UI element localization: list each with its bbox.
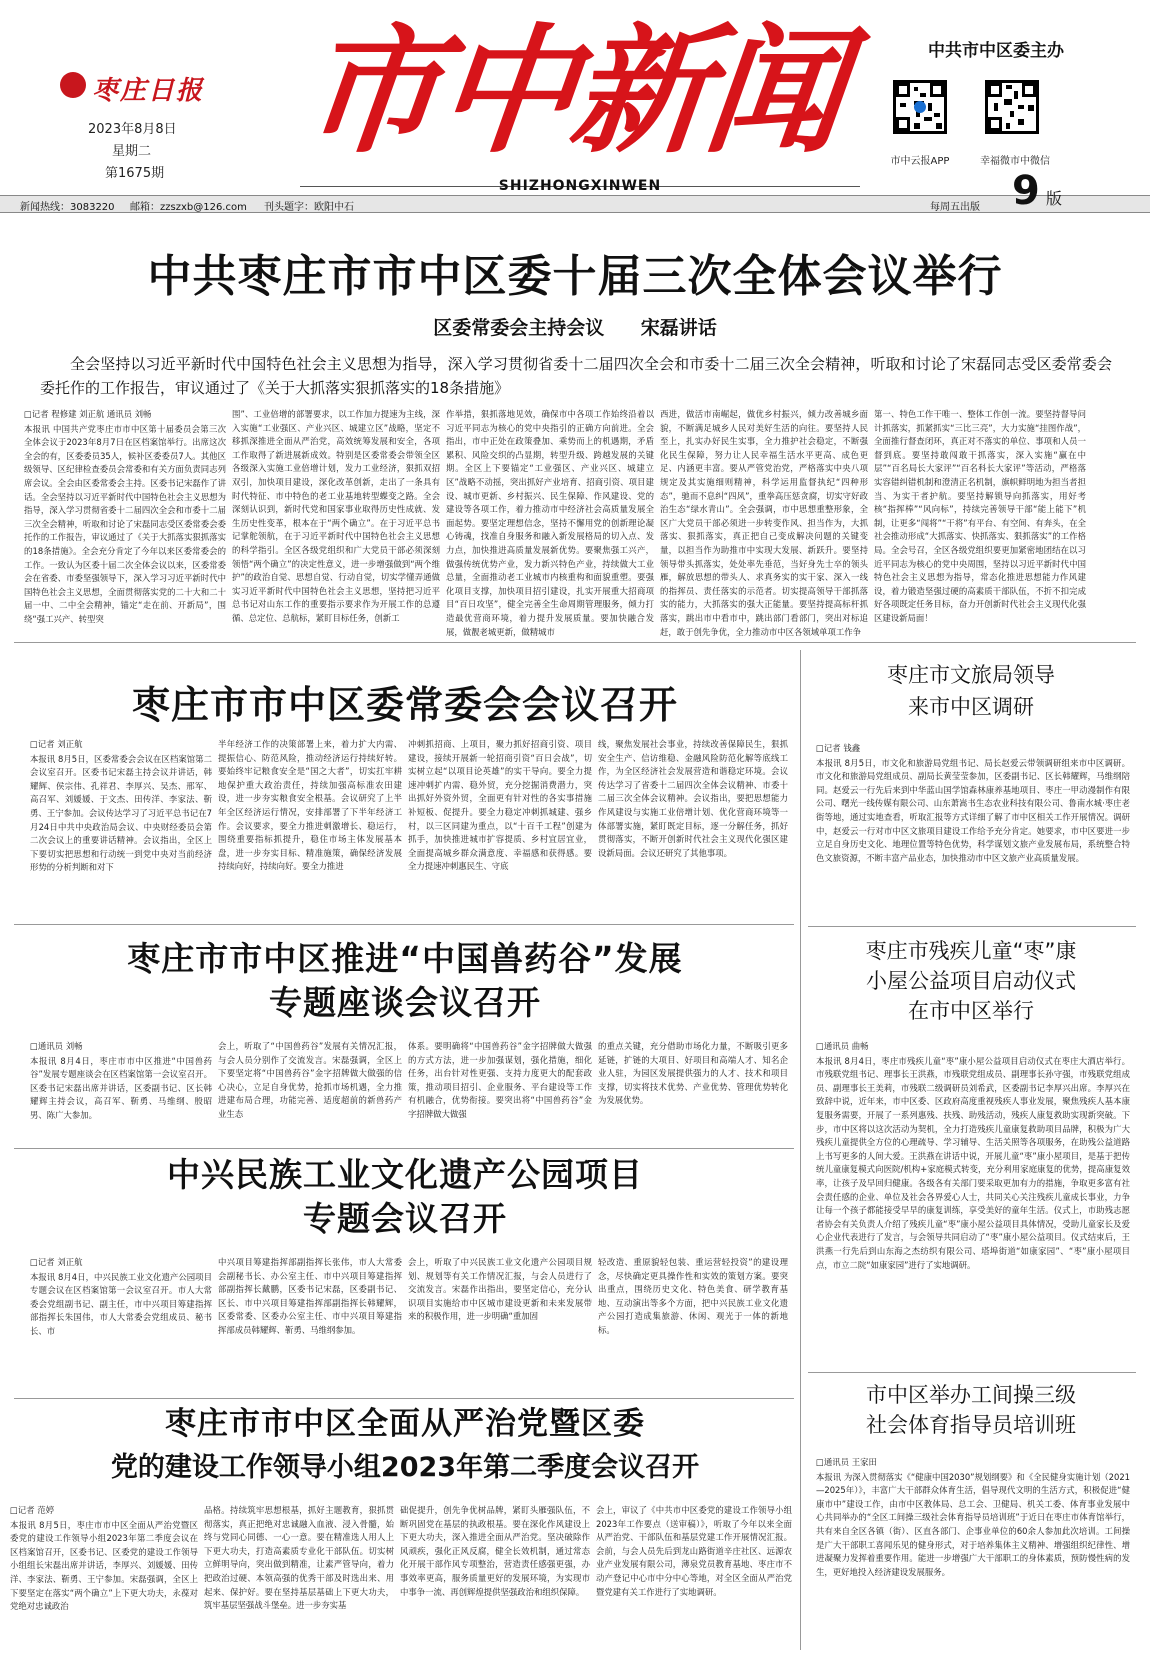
newspaper-title: 市中新闻 [295,9,849,172]
standing-committee-text-2: 半年经济工作的决策部署上来，着力扩大内需、提振信心、防范风险，推动经济运行持续好转。要始终牢记粮食安全是“国之大者”，切实扛牢耕地保护重大政治责任，持续加强高标准农田建设，进一步夯实粮食安全根基。会议研究了上半年全区经济运行情况，安排部署了下半年经济工作。会议要求，要全力推进刺激增长、稳运行，围绕重要指标抓提升，稳住市场主体发展基本盘，进一步夯实目标、精准施策，确保经济发展持续向好，持续向好。要全力推进 [218,739,402,872]
veterinary-valley-byline: □通讯员 刘畅 [30,1041,83,1051]
party-discipline-col-2 [204,1504,394,1654]
heritage-park-text-3: 会上，听取了中兴民族工业文化遗产公园项目规划、规划等有关工作情况汇报，与会人员进行了交流发言。宋磊作出指出，要坚定信心，充分认识项目实施给市中区城市建设更新和未来发展带来的积极作用，进一步明确“重加固 [408,1257,592,1322]
divider [14,1398,794,1399]
lead-article-col-5 [874,408,1086,630]
lead-article-col-3 [446,408,654,637]
tourism-visit-byline: □记者 钱鑫 [816,743,861,753]
party-discipline-text-3: 础促提升，创先争优树品牌，紧盯头雁强队伍，不断巩固党在基层的执政根基。要在深化作风建设上下更大功夫，深入推进全面从严治党。坚决破除作风顽疾，强化正风反腐，健全长效机制，通过常态化开展干部作风专项整治，营造责任感强更强，办事效率更高，服务质量更好的发展环境，为实现市中事争一流、再创辉煌提供坚强政治和组织保障。 [400,1505,590,1597]
veterinary-valley-col-4 [598,1040,788,1144]
fitness-training-byline: □通讯员 王家田 [816,1457,877,1467]
section-divider [14,642,1136,643]
lead-article-text-5: 第一、特色工作干唯一、整体工作创一流。要坚持督导问计抓落实，抓紧抓实“三比三亮”，大力实施“挂图作战”，全面推行督查闭环，真正对不落实的单位、事项和人员一督到底。要坚持敢闯敢干抓落实，深入实施“赢在中层”“百名局长大家评”“百名科长大家评”等活动，严格落实容错纠错机制和澄清正名机制，旗帜鲜明地为担当者担当、为实干者护航。要坚持解锁导向抓落实，用好考核“指挥棒”“风向标”，持续完善领导干部“能上能下”机制，让更多“闯将”“干将”有平台、有空间、有奔头，在全社会推动形成“大抓落实、快抓落实、狠抓落实”的工作格局。全会号召，全区各级党组织要更加紧密地团结在以习近平同志为核心的党中央周围，坚持以习近平新时代中国特色社会主义思想为指导，常态化推进思想能力作风建设，着力锻造坚强过硬的高素质干部队伍，不折不扣完成好各项既定任务目标，奋力开创新时代社会主义现代化强区建设新局面！ [874,409,1086,623]
veterinary-valley-headline-2: 专题座谈会议召开 [269,983,541,1022]
lead-article-col-2 [232,408,440,630]
divider [14,1148,794,1149]
standing-committee-text-1: 本报讯 8月5日，区委常委会会议在区档案馆第二会议室召开。区委书记宋磊主持会议并讲话，韩耀辉、侯宗伟、孔祥君、李厚兴、吴杰、邢军、高召军、刘媛媛、于文杰、田传洋、李家法、靳勇、王宁参加。会议传达学习了习近平总书记在7月24日中共中央政治局会议、中央财经委员会第二次会议上的重要讲话精神。会议指出，全区上下要切实把思想和行动统一到党中央对当前经济形势的分析判断和对下 [30,753,212,873]
heritage-park-col-3 [408,1256,592,1342]
lead-article-text-1: 本报讯 中国共产党枣庄市市中区第十届委员会第三次全体会议于2023年8月7日在区档案馆举行。出席这次全会的有，区委委员35人，候补区委委员7人。其他区级领导、区纪律检查委员会常委和有关方面负责同志列席会议。全会由区委常委会主持。区委书记宋磊作了讲话。全会坚持以习近平新时代中国特色社会主义思想为指导，深入学习贯彻省委十二届四次全会和市委十二届三次全会精神，听取和讨论了宋磊同志受区委常委会委托作的工作报告，审议通过了《关于大抓落实狠抓落实的18条措施》。全会充分肯定了今年以来区委常委会的工作。一致认为区委十届二次全体会议以来，区委常委会在省委、市委坚强领导下，深入学习习近平新时代中国特色社会主义思想，全面贯彻落实党的二十大和二十届一中、二中全会精神，锚定“走在前、开新局”，围绕“强工兴产、转型突 [24,423,226,624]
child-rehab-text: 本报讯 8月4日，枣庄市残疾儿童“枣”康小屋公益项目启动仪式在枣庄大酒店举行。市残联党组书记、理事长王洪燕，市残联党组成员、副理事长孙守强，市残联党组成员、副理事长王美莉，市残联二级调研员刘希武，区委副书记李厚兴出席。李厚兴在致辞中说，近年来，市中区委、区政府高度重视残疾人事业发展，聚焦残疾人基本康复服务需要，开展了一系列惠残、扶残、助残活动，残疾人康复救助实现新突破。下步，市中区将以这次活动为契机，全力打造残疾儿童康复救助项目品牌，积极为广大残疾儿童提供全方位的心理疏导、学习辅导、生活关照等各项服务，在助残公益道路上书写更多的人间大爱。王洪燕在讲话中说，开展儿童“枣”康小屋项目，是基于把传统儿童康复模式向医院/机构+家庭模式转变，充分利用家庭康复的优势，提高康复效率，让孩子及早回归健康。各级各有关部门要采取更加有力的措施，争取更多富有社会责任感的企业、单位及社会各界爱心人士，共同关心关注残疾儿童成长事业，力争让每一个孩子都能接受早早的康复训练，享受美好的童年生活。仪式上，市助残志愿者协会有关负责人介绍了残疾儿童“枣”康小屋公益项目具体情况，受助儿童家长及爱心企业代表进行了发言，与会领导共同启动了“枣”康小屋公益项目。仪式结束后，王洪燕一行先后到山东海之杰纺织有限公司、塔埠街道“如康家园”、“枣”康小屋项目点，市立二院“如康家园”进行了实地调研。 [816,1055,1130,1270]
lead-article-text-4: 西进，做活市南崛起，做优乡村振兴，倾力改善城乡面貌，不断满足城乡人民对美好生活的向往。要坚持人民至上，扎实办好民生实事，全力推护社会稳定，不断强化民生保障，努力让人民幸福生活水平更高、成色更足、内涵更丰富。要从严管党治党，严格落实中央八项规定及其实施细则精神，科学运用监督执纪“四种形态”，驰而不息纠“四风”，重拳高压惩贪腐，切实守好政治生态“绿水青山”。全会强调，市中思想重整形象，全区广大党员干部必须进一步转变作风、担当作为，大抓落实、狠抓落实，真正把自己变成解决问题的关键变量，以担当作为助推市中实现大发展、新跃升。要坚持领导带头抓落实，处处率先垂范，当好身先士卒的领头雁，解放思想的带头人、求真务实的实干家、深入一线的指挥员、责任落实的示范者。切实提高领导干部抓落实的能力，大抓落实的强大正能量。要坚持提高标杆抓落实，跳出市中看市中，跳出部门看部门，突出对标追赶，敢于创先争优，全力推动市中区各领域单项工作争 [660,409,868,637]
veterinary-valley-col-1 [30,1040,212,1144]
wechat-qr-code [985,80,1039,134]
veterinary-valley-text-3: 体系。要明确将“中国兽药谷”金字招牌做大做强的方式方法，进一步加强谋划，强化措施，细化任务，出台针对性更强、支持力度更大的配套政策，推动项目招引、企业服务、平台建设等工作有机融合，优势衔接。要突出将“中国兽药谷”金字招牌做大做强 [408,1041,592,1119]
contact-email: 邮箱：zzszxb@126.com [130,202,247,213]
divider [808,1372,1136,1373]
issue-date: 2023年8月8日 [88,122,177,137]
veterinary-valley-col-3 [408,1040,592,1144]
issue-number: 第1675期 [105,166,165,181]
partner-logo-block [18,66,258,106]
veterinary-valley-col-2 [218,1040,402,1144]
heritage-park-headline-2: 专题会议召开 [303,1199,507,1238]
child-rehab-body [816,1040,1130,1334]
lead-article-subtitle: 区委常委会主持会议 宋磊讲话 [433,317,717,339]
party-discipline-text-4: 会上，审议了《中共市中区委党的建设工作领导小组2023年工作要点（送审稿）》，听取了今年以来全面从严治党、干部队伍和基层党建工作开展情况汇报。会前，与会人员先后到龙山路街道辛庄社区、远源农业产业发展有限公司，薄泉党员教育基地、枣庄市不动产登记中心市中分中心等地，对全区全面从严治党暨党建有关工作进行了实地调研。 [596,1505,792,1597]
party-discipline-byline: □记者 范婷 [10,1505,55,1515]
sponsor-text: 中共市中区委主办 [928,41,1064,61]
heritage-park-text-1: 本报讯 8月4日，中兴民族工业文化遗产公园项目专题会议在区档案馆第一会议室召开。市人大常委会党组副书记、副主任，市中兴项目筹建指挥部指挥长朱国伟，市人大常委会党组成员、秘书长、市 [30,1271,212,1336]
party-discipline-headline-1: 枣庄市市中区全面从严治党暨区委 [165,1406,645,1442]
lead-article-summary: 全会坚持以习近平新时代中国特色社会主义思想为指导，深入学习贯彻省委十二届四次全会和市委十二届三次全会精神，听取和讨论了宋磊同志受区委常委会委托作的工作报告，审议通过了《关于大抓落实狠抓落实的18条措施》 [40,355,1112,397]
title-inscription: 刊头题字：欧阳中石 [264,202,354,213]
app-qr-caption: 市中云报APP [890,156,950,167]
sidebar-divider [800,650,801,1650]
page-unit: 版 [1046,189,1063,208]
child-rehab-headline-2: 小屋公益项目启动仪式 [866,969,1076,993]
veterinary-valley-headline-1: 枣庄市市中区推进“中国兽药谷”发展 [127,939,683,978]
newspaper-pinyin: SHIZHONGXINWEN [498,178,662,194]
child-rehab-byline: □通讯员 曲畅 [816,1041,869,1051]
standing-committee-col-4 [598,738,788,918]
divider [808,926,1136,927]
standing-committee-byline: □记者 刘正航 [30,739,83,749]
publish-frequency: 每周五出版 [930,202,980,213]
daily-logo-icon [60,72,86,98]
standing-committee-text-3: 冲刺抓招商、上项目，聚力抓好招商引资、项目建设，接续开展新一轮招商引资“百日会战”，切实树立起“以项目论英雄”的实干导向。要全力提速冲刺扩内需、稳外贸，充分挖掘消费潜力，突出抓好外资外贸，全面更有针对性的各实事措施补短板、促提升。要全力稳定冲刺抓城建、强乡村，以三区同建为重点，以“十百千工程”创建为抓手，加快推进城市扩容提质、乡村宜居宜业，全面提高城乡群众满意度、幸福感和获得感。要全力提速冲刺惠民生、守底 [408,739,592,872]
party-discipline-text-2: 品格。持续筑牢思想根基，抓好主题教育，狠抓贯彻落实，真正把绝对忠诚融入血液、浸入骨髓，始终与党同心同德、一心一意。要在精准选人用人上下更大功夫，打造高素质专业化干部队伍。切实树立鲜明导向，突出做到精准，让素严管导向，着力把政治过硬、本领高强的优秀干部及时选出来、用起来、保护好。要在坚持基层基础上下更大功夫，筑牢基层坚强战斗堡垒。进一步夯实基 [204,1505,394,1611]
lead-article-text-3: 作举措，狠抓落地见效，确保市中各项工作始终沿着以习近平同志为核心的党中央指引的正确方向前进。全会指出，市中正处在政策叠加、乘势而上的机遇期，矛盾累积、风险交织的凸显期，转型升级、跨越发展的关键期。全区上下要锚定“工业强区、产业兴区、城建立区”战略不动摇，突出抓好产业培育、招商引资、项目建设、城市更新、乡村振兴、民生保障、作风建设、党的建设等各项工作，着力推动市中经济社会高质量发展全面起势。要坚定理想信念，坚持不懈用党的创新理论凝心铸魂，找准自身服务和融入新发展格局的切入点、发力点，加快推进高质量发展新优势。要聚焦强工兴产，做强传统优势产业，发力新兴特色产业，持续做大工业总量，全面推动老工业城市内核重构和面貌重塑。要强化项目支撑，加快项目招引建设，扎实开展重大招商项目“百日攻坚”，健全完善全生命周期管理服务，倾力打造最优营商环境，着力提升发展质量。要加快融合发展，做靓老城更新，做精城市 [446,409,654,637]
fitness-training-text: 本报讯 为深入贯彻落实《“健康中国2030”规划纲要》和《全民健身实施计划（2021—2025年）》，丰富广大干部群众体育生活，倡导现代文明的生活方式，积极促进“健康市中”建设工作，由市中区教体局、总工会、卫健局、机关工委、体育事业发展中心共同举办的“全区工间操三级社会体育指导员培训班”于近日在枣庄市体育馆举行，共有来自全区各镇（街）、区直各部门、企事业单位的60余人参加此次培训。工间操是广大干部职工喜闻乐见的健身形式，对于培养集体主义精神、增强组织纪律性、增进凝聚力发挥着重要作用。能进一步增强广大干部职工的身体素质，预防慢性病的发生，更好地投入经济建设发展服务。 [816,1471,1130,1577]
heritage-park-col-2 [218,1256,402,1342]
page-number: 9 [1012,168,1040,214]
party-discipline-headline-2: 党的建设工作领导小组2023年第二季度会议召开 [110,1452,700,1483]
heritage-park-col-4 [598,1256,788,1342]
tourism-visit-text: 本报讯 8月5日，市文化和旅游局党组书记、局长赵爱云带领调研组来市中区调研。市文化和旅游局党组成员、副局长黄莹莹参加，区委副书记、区长韩耀辉，马维纲陪同。赵爱云一行先后来到中华蓝山国学馆森林康养基地项目、枣庄一甲动漫制作有限公司、曙光一线传媒有限公司、山东萧嵩书生态农业科技有限公司、鲁南水城·枣庄老街等地，通过实地查看，听取汇报等方式详细了解了市中区相关工作开展情况。调研中，赵爱云一行对市中区文旅项目建设工作给予充分肯定。她要求，市中区要进一步立足自身历史文化、地理位置等特色优势，科学谋划文旅产业发展布局，系统整合特色文旅资源，不断丰富产品业态，加快推动市中区文旅产业高质量发展。 [816,757,1130,863]
tourism-visit-headline-2: 来市中区调研 [908,695,1034,719]
heritage-park-text-4: 轻改造、重原貌轻包装、重运营轻投资”的建设理念，尽快确定更具操作性和实效的策划方案。要突出重点，围绕历史文化、特色美食、研学教育基地、互动演出等多个方面，把中兴民族工业文化遗产公园打造成集旅游、休闲、观光于一体的新地标。 [598,1257,788,1335]
fitness-training-body [816,1456,1130,1652]
party-discipline-col-3 [400,1504,590,1654]
lead-article-col-4 [660,408,868,637]
standing-committee-col-3 [408,738,592,918]
heritage-park-headline-1: 中兴民族工业文化遗产公园项目 [167,1155,643,1194]
standing-committee-headline: 枣庄市市中区委常委会会议召开 [131,683,678,727]
issue-weekday: 星期二 [112,144,152,159]
heritage-park-col-1 [30,1256,212,1342]
party-discipline-col-4 [596,1504,792,1654]
standing-committee-col-2 [218,738,402,918]
lead-article-headline: 中共枣庄市市中区委十届三次全体会议举行 [147,251,1003,302]
standing-committee-text-4: 线，聚焦发展社会事业，持续改善保障民生，狠抓安全生产、信访维稳、金融风险防范化解等底线工作，为全区经济社会发展营造和谐稳定环境。会议传达学习了省委十二届四次全体会议精神、市委十二届三次全体会议精神。会议指出，要把思想能力作风建设与实施工业倍增计划、优化营商环境等一体部署实施，紧盯既定目标，逐一分解任务，抓好贯彻落实，不断开创新时代社会主义现代化强区建设新局面。会议还研究了其他事项。 [598,739,788,858]
partner-logo-text: 枣庄日报 [92,76,205,106]
lead-article-text-2: 围”、工业倍增的部署要求，以工作加力提速为主线，深入实施“工业强区、产业兴区、城建立区”战略，坚定不移抓深推进全面从严治党，高效统筹发展和安全，各项工作取得了新进展新成效。特别是区委常委会带领全区各级深入实施工业倍增计划，发力工业经济，狠抓双招双引，加快项目建设，深化改革创新，走出了一条具有时代特征、市中特色的老工业基地转型蝶变之路。全会深刻认识到，新时代党和国家事业取得历史性成就、发生历史性变革，根本在于“两个确立”。在于习近平总书记掌舵领航，在于习近平新时代中国特色社会主义思想的科学指引。全区各级党组织和广大党员干部必须深刻领悟“两个确立”的决定性意义，进一步增强做到“两个维护”的政治自觉、思想自觉、行动自觉，切实学懂弄通做实习近平新时代中国特色社会主义思想，坚持把习近平总书记对山东工作的重要指示要求作为开展工作的总遵循、总定位、总航标，紧盯目标任务，创新工 [232,409,440,623]
veterinary-valley-text-1: 本报讯 8月4日，枣庄市市中区推进“中国兽药谷”发展专题座谈会在区档案馆第一会议室召开。区委书记宋磊出席并讲话，区委副书记、区长韩耀辉主持会议，高召军、靳勇、马维纲、殷昭男、陈广大参加。 [30,1055,212,1120]
tourism-visit-headline-1: 枣庄市文旅局领导 [887,663,1055,687]
party-discipline-text-1: 本报讯 8月5日，枣庄市市中区全面从严治党暨区委党的建设工作领导小组2023年第二季度会议在区档案馆召开，区委书记、区委党的建设工作领导小组组长宋磊出席并讲话，李厚兴、刘媛媛、田传洋、李家法、靳勇、王宁参加。宋磊强调，全区上下要坚定在落实“两个确立”上下更大功夫，永葆对党绝对忠诚政治 [10,1519,198,1612]
heritage-park-text-2: 中兴项目筹建指挥部副指挥长张伟，市人大常委会副秘书长、办公室主任、市中兴项目筹建指挥部副指挥长戴鹏，区委书记宋磊，区委副书记、区长、市中兴项目筹建指挥部副指挥长韩耀辉，区委常委、区委办公室主任、市中兴项目筹建指挥部成员韩耀辉、靳勇、马维纲参加。 [218,1257,402,1335]
veterinary-valley-text-4: 的重点关键，充分借助市场化力量，不断吸引更多延链，扩链的大项目、好项目和高端人才、知名企业人驻，为园区发展提供强力的人才、技术和项目支撑，切实将技术优势、产业优势、管理优势转化为发展优势。 [598,1041,788,1106]
tourism-visit-body [816,742,1130,912]
lead-article-byline: □记者 程修建 刘正航 通讯员 刘畅 [24,409,152,419]
app-qr-code [893,80,947,134]
veterinary-valley-text-2: 会上，听取了“中国兽药谷”发展有关情况汇报，与会人员分别作了交流发言。宋磊强调，全区上下要坚定将“中国兽药谷”金字招牌做大做强的信心决心，立足自身优势，抢抓市场机遇，全力推进建布局合理，功能完善、适度超前的新兽药产业生态 [218,1041,402,1119]
fitness-training-headline-1: 市中区举办工间操三级 [866,1383,1076,1407]
fitness-training-headline-2: 社会体育指导员培训班 [866,1413,1076,1437]
party-discipline-col-1 [10,1504,198,1654]
lead-article-col-1 [24,408,226,630]
standing-committee-col-1 [30,738,212,918]
wechat-qr-caption: 幸福微市中微信 [980,156,1050,167]
heritage-park-byline: □记者 刘正航 [30,1257,83,1267]
divider [14,924,794,925]
child-rehab-headline-1: 枣庄市残疾儿童“枣”康 [865,939,1077,963]
child-rehab-headline-3: 在市中区举行 [908,999,1034,1023]
news-hotline: 新闻热线：3083220 [20,202,115,213]
